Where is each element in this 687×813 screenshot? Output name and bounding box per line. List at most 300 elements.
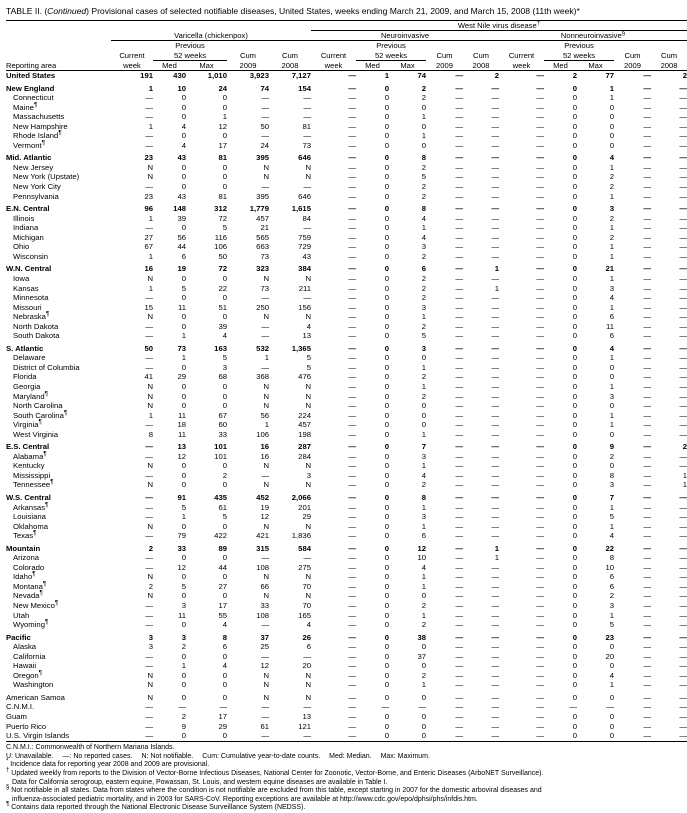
- row-value: 0: [181, 461, 186, 471]
- row-value: 1: [609, 273, 614, 283]
- row-value: —: [261, 331, 269, 341]
- row-value: 0: [384, 264, 389, 274]
- row-value: —: [643, 651, 651, 661]
- row-value: —: [679, 321, 687, 331]
- header-52weeks-neuro: 52 weeks: [356, 51, 426, 61]
- table-row: [6, 93, 687, 103]
- row-value: —: [455, 153, 463, 163]
- row-value: 476: [298, 372, 311, 382]
- row-value: —: [491, 191, 499, 201]
- row-value: 0: [384, 661, 389, 671]
- table-row: [6, 242, 687, 252]
- row-value: —: [679, 670, 687, 680]
- row-value: 1: [421, 461, 426, 471]
- row-value: 6: [181, 251, 186, 261]
- row-value: —: [679, 172, 687, 182]
- row-value: —: [536, 680, 544, 690]
- row-value: —: [643, 531, 651, 541]
- row-value: N: [305, 391, 311, 401]
- row-value: —: [491, 492, 499, 502]
- row-area-label: Missouri: [13, 302, 42, 312]
- notifiable-diseases-table: [6, 20, 687, 741]
- row-value: N: [147, 401, 153, 411]
- row-value: —: [491, 721, 499, 731]
- row-value: 0: [384, 591, 389, 601]
- row-value: —: [348, 721, 356, 731]
- table-row: [6, 690, 687, 703]
- row-value: —: [145, 182, 153, 192]
- row-value: —: [145, 553, 153, 563]
- row-value: —: [491, 182, 499, 192]
- row-value: 0: [609, 401, 614, 411]
- row-value: —: [348, 410, 356, 420]
- row-value: 0: [609, 642, 614, 652]
- row-value: —: [679, 223, 687, 233]
- row-value: —: [491, 712, 499, 722]
- row-value: 12: [260, 661, 269, 671]
- row-value: —: [491, 680, 499, 690]
- row-area-label: Kentucky: [13, 461, 45, 471]
- row-value: —: [455, 692, 463, 702]
- row-value: 1: [609, 93, 614, 103]
- row-value: —: [303, 223, 311, 233]
- table-row: [6, 471, 687, 481]
- row-value: 81: [218, 153, 227, 163]
- row-value: 0: [572, 331, 577, 341]
- row-value: —: [536, 702, 544, 712]
- row-value: —: [643, 232, 651, 242]
- row-value: 1: [609, 162, 614, 172]
- row-value: 0: [384, 429, 389, 439]
- row-value: 0: [384, 353, 389, 363]
- row-value: —: [303, 293, 311, 303]
- footnote-marker: ¶: [41, 139, 45, 147]
- row-value: 43: [302, 251, 311, 261]
- row-value: —: [536, 331, 544, 341]
- row-value: 0: [572, 470, 577, 480]
- row-value: 0: [181, 670, 186, 680]
- row-area-label: Georgia: [13, 381, 41, 391]
- row-value: 4: [421, 470, 426, 480]
- row-value: 77: [605, 71, 614, 81]
- row-value: 0: [384, 470, 389, 480]
- row-value: 148: [173, 204, 186, 214]
- row-value: —: [145, 112, 153, 122]
- row-value: 0: [572, 429, 577, 439]
- row-area-label: Tennessee¶: [13, 478, 54, 490]
- row-value: 1: [222, 112, 227, 122]
- row-value: —: [348, 531, 356, 541]
- row-value: N: [147, 521, 153, 531]
- row-area-label: Wyoming¶: [13, 618, 49, 630]
- row-value: N: [263, 521, 269, 531]
- row-value: 81: [302, 121, 311, 131]
- header-previous-varicella: Previous: [175, 41, 205, 51]
- row-value: —: [643, 429, 651, 439]
- row-area-label: E.S. Central: [6, 442, 50, 452]
- row-value: —: [536, 543, 544, 553]
- header-current-varicella: Current: [119, 51, 145, 61]
- row-value: 0: [222, 102, 227, 112]
- row-value: 0: [572, 562, 577, 572]
- header-group-nonneuroinvasive: Nonneuroinvasive§: [499, 31, 687, 41]
- row-value: 0: [384, 521, 389, 531]
- table-row: [6, 630, 687, 643]
- row-value: —: [643, 692, 651, 702]
- row-value: —: [348, 692, 356, 702]
- row-value: —: [536, 410, 544, 420]
- row-value: —: [643, 591, 651, 601]
- row-value: —: [643, 153, 651, 163]
- row-value: —: [348, 93, 356, 103]
- row-value: 2: [682, 442, 687, 452]
- row-value: —: [455, 620, 463, 630]
- row-value: 106: [256, 429, 269, 439]
- row-value: —: [455, 632, 463, 642]
- row-value: —: [348, 591, 356, 601]
- row-value: —: [455, 312, 463, 322]
- header-previous-neuro: Previous: [376, 41, 406, 51]
- row-value: 21: [260, 223, 269, 233]
- row-value: 0: [572, 251, 577, 261]
- header-cum-neuro-2008: Cum: [472, 51, 490, 61]
- row-value: 0: [384, 451, 389, 461]
- row-value: 0: [572, 232, 577, 242]
- row-value: —: [536, 442, 544, 452]
- row-value: 116: [214, 232, 227, 242]
- row-value: 0: [384, 461, 389, 471]
- row-value: —: [303, 112, 311, 122]
- row-value: N: [147, 391, 153, 401]
- row-value: —: [679, 204, 687, 214]
- row-area-label: Iowa: [13, 273, 30, 283]
- header-52weeks-nonneuro: 52 weeks: [544, 51, 614, 61]
- row-area-label: Utah: [13, 610, 30, 620]
- row-value: —: [536, 553, 544, 563]
- footnote-marker: ¶: [63, 409, 68, 417]
- row-value: —: [643, 293, 651, 303]
- row-value: 3,923: [249, 71, 269, 81]
- row-area-label: Illinois: [13, 213, 35, 223]
- table-row: [6, 722, 687, 732]
- row-value: 0: [421, 102, 426, 112]
- row-value: —: [643, 670, 651, 680]
- row-value: —: [348, 372, 356, 382]
- row-value: —: [679, 451, 687, 461]
- row-value: —: [536, 610, 544, 620]
- row-value: —: [455, 410, 463, 420]
- row-value: —: [536, 632, 544, 642]
- row-value: 2: [421, 480, 426, 490]
- row-value: —: [536, 372, 544, 382]
- table-row: [6, 103, 687, 113]
- row-value: —: [491, 531, 499, 541]
- row-value: 0: [384, 391, 389, 401]
- row-value: —: [455, 232, 463, 242]
- row-value: 1: [148, 83, 153, 93]
- header-med-varicella: Med: [153, 60, 186, 70]
- row-value: —: [145, 562, 153, 572]
- row-value: 2: [609, 172, 614, 182]
- row-value: 6: [421, 264, 426, 274]
- title-suffix: ) Provisional cases of selected notifiable diseases, United States, weeks ending March 21, 2009, and March 15, 2008 (11th week)*: [86, 6, 580, 16]
- row-value: —: [643, 470, 651, 480]
- row-value: 3: [421, 343, 426, 353]
- row-value: 24: [260, 140, 269, 150]
- table-body: [6, 71, 687, 742]
- row-value: —: [643, 182, 651, 192]
- row-value: 2: [222, 470, 227, 480]
- row-value: 0: [572, 343, 577, 353]
- footnote-marker: ¶: [58, 129, 62, 137]
- note-pilcrow: ¶ Contains data reported through the National Electronic Disease Surveillance System (NEDSS).: [6, 801, 306, 812]
- row-value: —: [491, 601, 499, 610]
- row-area-label: Montana¶: [13, 580, 47, 591]
- row-value: —: [455, 293, 463, 303]
- row-value: —: [348, 620, 356, 630]
- row-value: N: [263, 401, 269, 411]
- row-value: —: [679, 420, 687, 430]
- table-row: [6, 331, 687, 341]
- row-value: 0: [181, 293, 186, 303]
- row-area-label: American Samoa: [6, 692, 65, 702]
- row-value: —: [348, 451, 356, 461]
- abbr-max: Max: Maximum.: [380, 752, 430, 760]
- header-max-neuro: Max: [389, 60, 426, 70]
- row-value: 0: [421, 692, 426, 702]
- table-row: [6, 214, 687, 224]
- row-area-label: U.S. Virgin Islands: [6, 731, 111, 741]
- row-value: 8: [609, 553, 614, 563]
- row-value: 1: [384, 71, 389, 81]
- row-value: 1: [421, 521, 426, 531]
- row-value: 5: [181, 283, 186, 293]
- row-value: 0: [572, 302, 577, 312]
- abbr-med: Med: Median.: [329, 752, 372, 760]
- row-value: —: [455, 572, 463, 582]
- row-value: —: [348, 512, 356, 522]
- row-value: —: [348, 251, 356, 261]
- row-value: 3: [148, 632, 153, 642]
- row-value: N: [263, 273, 269, 283]
- row-value: 368: [256, 372, 269, 382]
- row-value: —: [455, 702, 463, 712]
- row-value: —: [348, 661, 356, 671]
- row-value: —: [679, 521, 687, 531]
- footnote-marker: ¶: [45, 310, 50, 318]
- table-row: [6, 591, 687, 601]
- row-value: —: [491, 112, 499, 122]
- row-value: —: [679, 381, 687, 391]
- row-value: 19: [177, 264, 186, 274]
- row-value: —: [643, 93, 651, 103]
- row-value: 0: [384, 321, 389, 331]
- row-value: 3: [181, 601, 186, 610]
- row-area-label: Delaware: [13, 353, 46, 363]
- row-value: —: [145, 651, 153, 661]
- row-value: —: [145, 102, 153, 112]
- row-value: —: [536, 182, 544, 192]
- row-value: 0: [181, 381, 186, 391]
- row-value: N: [263, 162, 269, 172]
- row-value: 156: [298, 302, 311, 312]
- table-row: [6, 322, 687, 332]
- row-value: —: [491, 83, 499, 93]
- row-value: 4: [222, 620, 227, 630]
- row-value: 16: [144, 264, 153, 274]
- row-value: 0: [572, 632, 577, 642]
- header-week-nonneuro: week: [499, 60, 544, 70]
- row-value: —: [491, 651, 499, 661]
- row-value: 0: [421, 712, 426, 722]
- row-value: N: [263, 391, 269, 401]
- row-value: 0: [572, 581, 577, 591]
- row-value: 0: [384, 273, 389, 283]
- row-value: —: [643, 321, 651, 331]
- row-value: 6: [609, 312, 614, 322]
- row-value: 0: [356, 731, 389, 741]
- row-value: 43: [177, 153, 186, 163]
- row-value: N: [263, 312, 269, 322]
- row-value: 0: [609, 362, 614, 372]
- row-value: 0: [384, 512, 389, 522]
- row-value: 1: [609, 381, 614, 391]
- note-section-cont: influenza-associated pediatric mortality, and in 2003 for SARS-CoV. Reporting exceptions are available at http://www.cdc.gov/epo/dphsi/phs/infdis.htm.: [12, 795, 478, 803]
- row-value: —: [455, 502, 463, 512]
- row-value: —: [643, 461, 651, 471]
- row-value: —: [679, 153, 687, 163]
- row-value: —: [261, 470, 269, 480]
- row-value: 4: [609, 343, 614, 353]
- row-value: —: [381, 702, 389, 712]
- row-value: —: [455, 372, 463, 382]
- row-value: —: [491, 410, 499, 420]
- row-value: 395: [256, 153, 269, 163]
- row-value: —: [348, 273, 356, 283]
- row-value: 0: [384, 712, 389, 722]
- row-value: 0: [384, 601, 389, 610]
- row-value: 0: [222, 572, 227, 582]
- header-max-nonneuro: Max: [577, 60, 614, 70]
- row-value: 0: [384, 562, 389, 572]
- dagger-symbol: †: [536, 19, 541, 27]
- row-value: —: [348, 429, 356, 439]
- row-value: 0: [572, 204, 577, 214]
- row-value: —: [643, 680, 651, 690]
- row-value: 0: [384, 223, 389, 233]
- row-value: —: [491, 293, 499, 303]
- row-area-label: Texas¶: [13, 529, 37, 541]
- row-value: —: [643, 581, 651, 591]
- row-value: 27: [218, 581, 227, 591]
- row-area-label: New Hampshire: [13, 121, 68, 131]
- row-value: —: [679, 401, 687, 411]
- row-value: —: [679, 112, 687, 122]
- table-row: [6, 293, 687, 303]
- row-value: 0: [572, 502, 577, 512]
- header-year-varicella-2009: 2009: [227, 60, 269, 70]
- row-value: —: [491, 302, 499, 312]
- row-value: 1: [609, 191, 614, 201]
- row-value: —: [348, 312, 356, 322]
- row-value: —: [643, 410, 651, 420]
- table-row: [6, 363, 687, 373]
- row-value: —: [145, 531, 153, 541]
- row-value: 0: [572, 521, 577, 531]
- row-value: —: [536, 642, 544, 652]
- row-value: 198: [298, 429, 311, 439]
- row-value: 44: [177, 242, 186, 252]
- row-value: 13: [302, 331, 311, 341]
- row-value: —: [491, 232, 499, 242]
- row-value: 2: [421, 273, 426, 283]
- row-value: —: [536, 461, 544, 471]
- row-value: —: [491, 331, 499, 341]
- row-value: N: [305, 521, 311, 531]
- row-area-label: W.N. Central: [6, 264, 52, 274]
- row-value: 0: [222, 182, 227, 192]
- row-value: 421: [256, 531, 269, 541]
- row-area-label: S. Atlantic: [6, 343, 44, 353]
- row-area-label: C.N.M.I.: [6, 702, 35, 712]
- row-value: 0: [384, 492, 389, 502]
- row-value: 2: [609, 591, 614, 601]
- row-value: 759: [298, 232, 311, 242]
- row-value: 0: [384, 553, 389, 563]
- row-value: 0: [421, 401, 426, 411]
- row-value: —: [679, 264, 687, 274]
- row-value: —: [536, 251, 544, 261]
- row-value: —: [679, 273, 687, 283]
- row-value: 0: [384, 283, 389, 293]
- row-value: —: [455, 251, 463, 261]
- row-value: 61: [218, 502, 227, 512]
- row-area-label: W.S. Central: [6, 492, 51, 502]
- row-value: —: [643, 543, 651, 553]
- row-value: —: [455, 581, 463, 591]
- row-value: —: [536, 712, 544, 722]
- row-value: —: [261, 712, 269, 722]
- row-value: 2: [421, 251, 426, 261]
- row-value: 1: [148, 410, 153, 420]
- row-value: 13: [177, 442, 186, 452]
- row-value: 72: [218, 264, 227, 274]
- row-value: —: [643, 562, 651, 572]
- row-value: 3: [421, 451, 426, 461]
- row-value: —: [643, 283, 651, 293]
- row-area-label: Washington: [13, 680, 54, 690]
- row-value: —: [643, 721, 651, 731]
- header-current-nonneuro: Current: [508, 51, 535, 61]
- row-value: —: [679, 93, 687, 103]
- row-value: —: [491, 162, 499, 172]
- row-value: —: [348, 381, 356, 391]
- row-value: 0: [181, 591, 186, 601]
- row-value: 70: [302, 581, 311, 591]
- row-value: 121: [298, 721, 311, 731]
- table-row: [6, 452, 687, 462]
- row-value: 0: [572, 420, 577, 430]
- row-value: —: [536, 343, 544, 353]
- row-value: —: [348, 702, 356, 712]
- row-value: 0: [572, 191, 577, 201]
- row-value: 1: [609, 353, 614, 363]
- table-row: [6, 341, 687, 354]
- row-area-label: Alabama¶: [13, 450, 47, 461]
- row-value: 56: [177, 232, 186, 242]
- row-value: —: [261, 182, 269, 192]
- row-value: —: [643, 71, 651, 81]
